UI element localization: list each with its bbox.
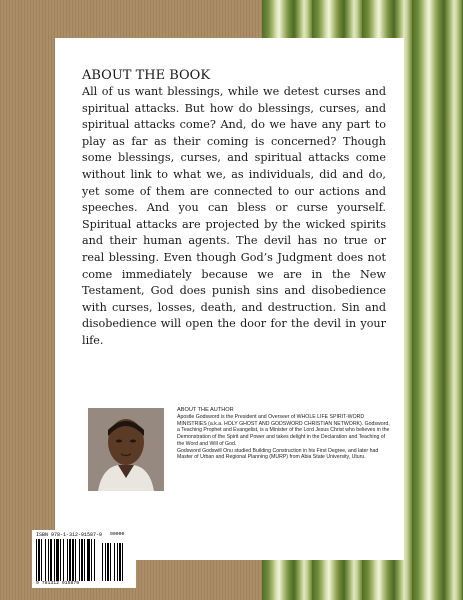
about-author-heading: ABOUT THE AUTHOR	[177, 407, 234, 413]
author-bio-paragraph-2: Godsword Godswill Onu studied Building Construction in his First Degree, and later had Master of Urban and Regional Planning (MURP) from Abia State University, Uturu.	[177, 447, 379, 461]
price-code: 90000	[110, 532, 125, 537]
barcode-digits: 9 781312 915879	[36, 581, 80, 586]
back-cover-panel	[55, 38, 404, 560]
isbn-number: ISBN 978-1-312-91587-9	[36, 532, 103, 538]
isbn-barcode	[32, 530, 136, 588]
author-photo	[88, 408, 164, 491]
about-author-section	[177, 407, 391, 461]
author-bio-paragraph-1: Apostle Godsword is the President and Overseer of WHOLE LIFE SPIRIT-WORD MINISTRIES (a.k.a. HOLY GHOST AND GODSWORD CHRISTIAN NETWORK). Godsword, a Teaching Prophet and Evangelist, is a Minister of the Lord Jesus Christ who believes in the Demonstration of the Spirit and Power and takes delight in the Declaration and Teaching of the Word and Will of God.	[177, 414, 390, 447]
barcode-bars	[36, 539, 132, 581]
author-portrait-image	[88, 408, 164, 491]
about-book-heading: ABOUT THE BOOK	[82, 68, 211, 83]
about-book-text: All of us want blessings, while we detest curses and spiritual attacks. But how do blessings, curses, and spiritual attacks come? And, do we have any part to play as far as their coming is concerned? Though some blessings, curses, and spiritual attacks come without link to what we, as individuals, did and do, yet some of them are connected to our actions and speeches. And you can bless or curse yourself. Spiritual attacks are projected by the wicked spirits and their human agents. The devil has no true or real blessing. Even though God’s Judgment does not come immediately because we are in the New Testament, God does punish sins and disobedience with curses, losses, death, and destruction. Sin and disobedience will open the door for the devil in your life.	[82, 85, 386, 347]
